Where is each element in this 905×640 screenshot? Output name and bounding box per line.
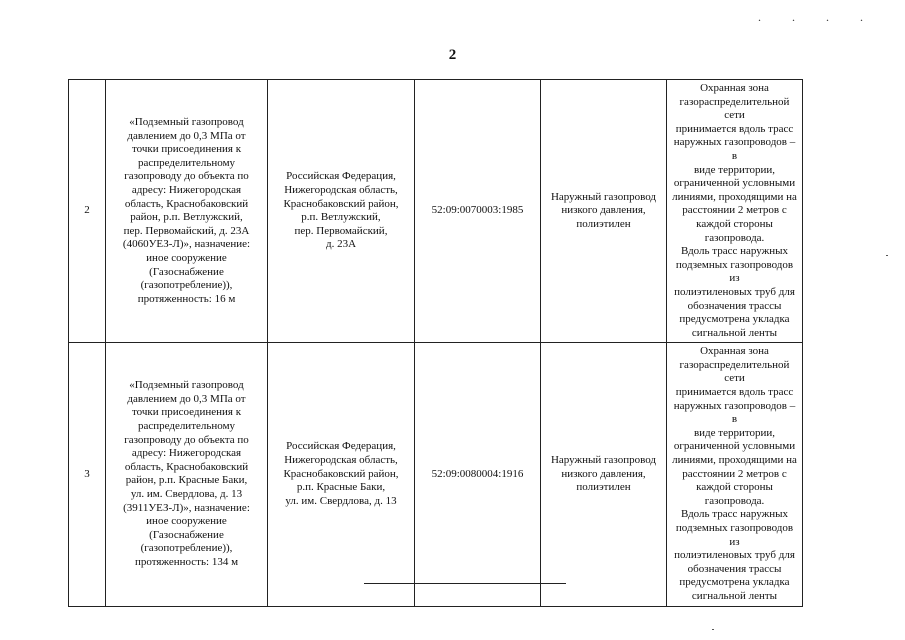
end-divider-line [364,583,566,584]
protection-zone-cell: Охранная зона газораспределительной сети принимается вдоль трасс наружных газопроводов – в виде территории, ограниченной условными линиями, проходящими на расстоянии 2 метров с каждой стороны газопровода. Вдоль трасс наружных подземных газопроводов из полиэтиленовых труб для обозначения трассы предусмотрена укладка сигнальной ленты [667,343,803,606]
address-cell: Российская Федерация, Нижегородская область, Краснобаковский район, р.п. Красные Баки, ул. им. Свердлова, д. 13 [268,343,415,606]
scan-speck [712,629,714,630]
table-row [69,343,803,606]
cadastral-number-cell: 52:09:0080004:1916 [415,343,541,606]
object-description-cell: «Подземный газопровод давлением до 0,3 МПа от точки присоединения к распределительному газопроводу до объекта по адресу: Нижегородская область, Краснобаковский район, р.п. Ветлужский, пер. Первомайский, д. 23А (4060УЕЗ-Л)», назначение: иное сооружение (Газоснабжение (газопотребление)), протяженность: 16 м [106,80,268,343]
object-description-cell: «Подземный газопровод давлением до 0,3 МПа от точки присоединения к распределительному газопроводу до объекта по адресу: Нижегородская область, Краснобаковский район, р.п. Красные Баки, ул. им. Свердлова, д. 13 (3911УЕЗ-Л)», назначение: иное сооружение (Газоснабжение (газопотребление)), протяженность: 134 м [106,343,268,606]
scan-specks: . . . . [758,10,877,24]
object-type-cell: Наружный газопровод низкого давления, полиэтилен [541,343,667,606]
page-number: 2 [448,47,457,63]
object-type-cell: Наружный газопровод низкого давления, полиэтилен [541,80,667,343]
scan-speck [886,255,888,256]
address-cell: Российская Федерация, Нижегородская область, Краснобаковский район, р.п. Ветлужский, пер. Первомайский, д. 23А [268,80,415,343]
table-row [69,80,803,343]
row-number-cell: 3 [69,343,106,606]
row-number-cell: 2 [69,80,106,343]
cadastral-number-cell: 52:09:0070003:1985 [415,80,541,343]
protection-zone-cell: Охранная зона газораспределительной сети принимается вдоль трасс наружных газопроводов – в виде территории, ограниченной условными линиями, проходящими на расстоянии 2 метров с каждой стороны газопровода. Вдоль трасс наружных подземных газопроводов из полиэтиленовых труб для обозначения трассы предусмотрена укладка сигнальной ленты [667,80,803,343]
objects-table [68,79,803,607]
